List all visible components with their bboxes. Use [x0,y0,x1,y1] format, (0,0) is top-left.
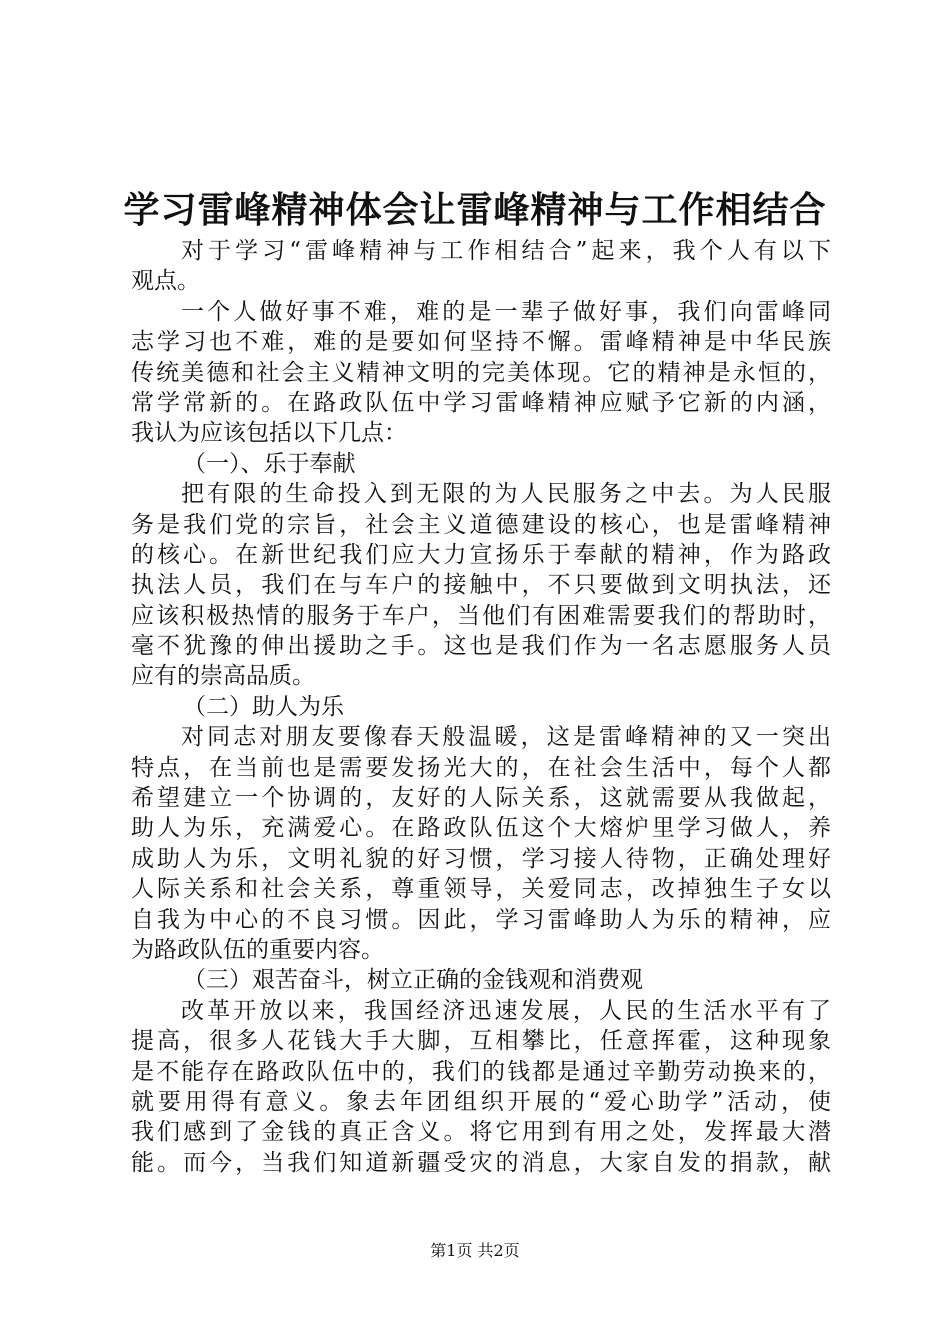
document-body [131,236,831,1178]
text-line: 常学常新的。在路政队伍中学习雷峰精神应赋予它新的内涵， [131,389,831,416]
text-line: 传统美德和社会主义精神文明的完美体现。它的精神是永恒的， [131,359,831,386]
text-line: 志学习也不难，难的是要如何坚持不懈。雷峰精神是中华民族 [131,329,831,356]
text-line: 对同志对朋友要像春天般温暖，这是雷峰精神的又一突出 [181,724,831,751]
text-line: 我认为应该包括以下几点： [131,420,407,447]
text-line: 我们感到了金钱的真正含义。将它用到有用之处，发挥最大潜 [131,1119,831,1146]
text-line: 观点。 [131,268,200,295]
page-footer: 第1页 共2页 [430,1241,520,1260]
text-line: 助人为乐，充满爱心。在路政队伍这个大熔炉里学习做人，养 [131,815,831,842]
section-heading: （三）艰苦奋斗，树立正确的金钱观和消费观 [183,967,643,994]
text-line: 毫不犹豫的伸出援助之手。这也是我们作为一名志愿服务人员 [131,633,831,660]
text-line: 自我为中心的不良习惯。因此，学习雷峰助人为乐的精神，应 [131,906,831,933]
text-line: 希望建立一个协调的，友好的人际关系，这就需要从我做起， [131,785,831,812]
text-line: 执法人员，我们在与车户的接触中，不只要做到文明执法，还 [131,572,831,599]
document-title: 学习雷峰精神体会让雷峰精神与工作相结合 [123,189,827,231]
text-line: 对于学习“雷峰精神与工作相结合”起来，我个人有以下 [181,238,831,264]
text-line: 就要用得有意义。象去年团组织开展的“爱心助学”活动，使 [131,1088,831,1115]
text-line: 提高，很多人花钱大手大脚，互相攀比，任意挥霍，这种现象 [131,1028,831,1055]
text-line: 应该积极热情的服务于车户，当他们有困难需要我们的帮助时， [131,602,831,629]
text-line: 人际关系和社会关系，尊重领导，关爱同志，改掉独生子女以 [131,876,831,903]
text-line: 把有限的生命投入到无限的为人民服务之中去。为人民服 [181,481,831,508]
text-line: 特点，在当前也是需要发扬光大的，在社会生活中，每个人都 [131,754,831,781]
section-heading: （二）助人为乐 [183,693,344,720]
text-line: 的核心。在新世纪我们应大力宣扬乐于奉献的精神，作为路政 [131,541,831,568]
text-line: 成助人为乐，文明礼貌的好习惯，学习接人待物，正确处理好 [131,845,831,872]
section-heading: （一）、乐于奉献 [183,450,356,477]
text-line: 能。而今，当我们知道新疆受灾的消息，大家自发的捐款，献 [131,1149,831,1176]
text-line: 务是我们党的宗旨，社会主义道德建设的核心，也是雷峰精神 [131,511,831,538]
text-line: 一个人做好事不难，难的是一辈子做好事，我们向雷峰同 [181,298,831,325]
text-line: 应有的崇高品质。 [131,663,315,690]
text-line: 改革开放以来，我国经济迅速发展，人民的生活水平有了 [181,997,831,1024]
text-line: 为路政队伍的重要内容。 [131,936,384,963]
text-line: 是不能存在路政队伍中的，我们的钱都是通过辛勤劳动换来的， [131,1058,831,1085]
